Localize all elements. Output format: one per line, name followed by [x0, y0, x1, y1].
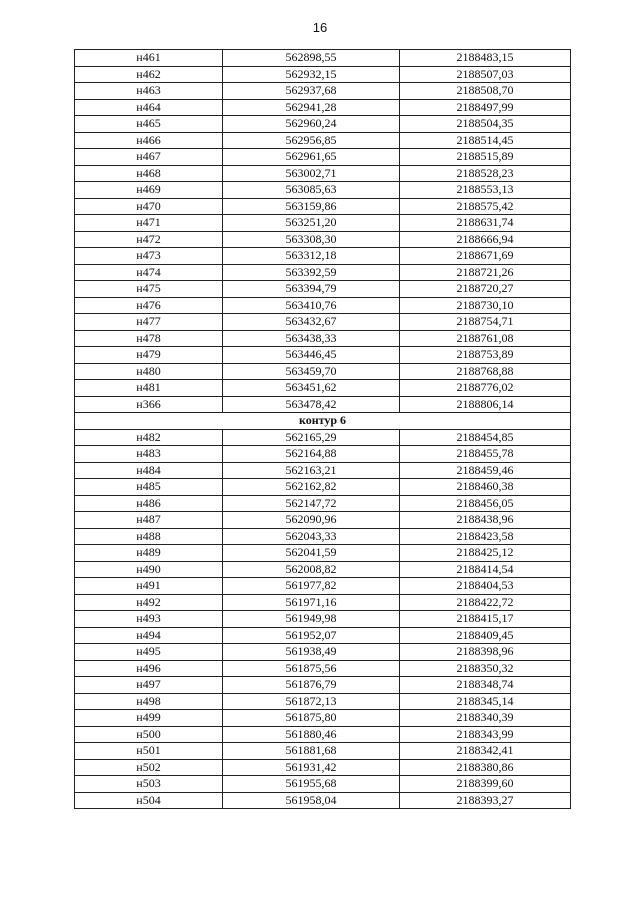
point-id-cell: н487 — [75, 512, 223, 529]
table-row — [75, 578, 571, 595]
point-id-cell: н479 — [75, 347, 223, 364]
point-id-cell: н471 — [75, 215, 223, 232]
x-coordinate-cell: 562164,88 — [223, 446, 400, 463]
x-coordinate-cell: 563410,76 — [223, 297, 400, 314]
y-coordinate-cell: 2188455,78 — [400, 446, 571, 463]
point-id-cell: н464 — [75, 99, 223, 116]
y-coordinate-cell: 2188340,39 — [400, 710, 571, 727]
x-coordinate-cell: 562147,72 — [223, 495, 400, 512]
table-row — [75, 528, 571, 545]
x-coordinate-cell: 563459,70 — [223, 363, 400, 380]
y-coordinate-cell: 2188414,54 — [400, 561, 571, 578]
point-id-cell: н484 — [75, 462, 223, 479]
point-id-cell: н476 — [75, 297, 223, 314]
y-coordinate-cell: 2188514,45 — [400, 132, 571, 149]
coordinates-table — [74, 49, 571, 809]
x-coordinate-cell: 563251,20 — [223, 215, 400, 232]
table-row — [75, 594, 571, 611]
x-coordinate-cell: 563446,45 — [223, 347, 400, 364]
y-coordinate-cell: 2188776,02 — [400, 380, 571, 397]
point-id-cell: н496 — [75, 660, 223, 677]
point-id-cell: н489 — [75, 545, 223, 562]
table-row — [75, 693, 571, 710]
table-row — [75, 611, 571, 628]
point-id-cell: н482 — [75, 429, 223, 446]
section-header-row — [75, 413, 571, 430]
point-id-cell: н492 — [75, 594, 223, 611]
x-coordinate-cell: 562008,82 — [223, 561, 400, 578]
y-coordinate-cell: 2188438,96 — [400, 512, 571, 529]
page-number: 16 — [312, 20, 328, 35]
table-row — [75, 132, 571, 149]
x-coordinate-cell: 562898,55 — [223, 50, 400, 67]
table-row — [75, 792, 571, 809]
point-id-cell: н500 — [75, 726, 223, 743]
point-id-cell: н499 — [75, 710, 223, 727]
y-coordinate-cell: 2188348,74 — [400, 677, 571, 694]
point-id-cell: н468 — [75, 165, 223, 182]
y-coordinate-cell: 2188730,10 — [400, 297, 571, 314]
table-row — [75, 50, 571, 67]
x-coordinate-cell: 562956,85 — [223, 132, 400, 149]
point-id-cell: н490 — [75, 561, 223, 578]
point-id-cell: н474 — [75, 264, 223, 281]
y-coordinate-cell: 2188575,42 — [400, 198, 571, 215]
table-row — [75, 627, 571, 644]
point-id-cell: н485 — [75, 479, 223, 496]
x-coordinate-cell: 562960,24 — [223, 116, 400, 133]
table-row — [75, 363, 571, 380]
point-id-cell: н477 — [75, 314, 223, 331]
x-coordinate-cell: 562041,59 — [223, 545, 400, 562]
y-coordinate-cell: 2188553,13 — [400, 182, 571, 199]
y-coordinate-cell: 2188761,08 — [400, 330, 571, 347]
x-coordinate-cell: 563002,71 — [223, 165, 400, 182]
point-id-cell: н488 — [75, 528, 223, 545]
table-row — [75, 429, 571, 446]
y-coordinate-cell: 2188350,32 — [400, 660, 571, 677]
y-coordinate-cell: 2188768,88 — [400, 363, 571, 380]
x-coordinate-cell: 563392,59 — [223, 264, 400, 281]
point-id-cell: н473 — [75, 248, 223, 265]
x-coordinate-cell: 561977,82 — [223, 578, 400, 595]
x-coordinate-cell: 563308,30 — [223, 231, 400, 248]
point-id-cell: н480 — [75, 363, 223, 380]
x-coordinate-cell: 561875,80 — [223, 710, 400, 727]
table-row — [75, 215, 571, 232]
x-coordinate-cell: 562961,65 — [223, 149, 400, 166]
table-row — [75, 396, 571, 413]
x-coordinate-cell: 561955,68 — [223, 776, 400, 793]
point-id-cell: н503 — [75, 776, 223, 793]
coordinates-table-body-before — [75, 50, 571, 413]
y-coordinate-cell: 2188753,89 — [400, 347, 571, 364]
coordinates-table-body-after — [75, 429, 571, 809]
table-row — [75, 297, 571, 314]
x-coordinate-cell: 561971,16 — [223, 594, 400, 611]
x-coordinate-cell: 563312,18 — [223, 248, 400, 265]
table-row — [75, 726, 571, 743]
x-coordinate-cell: 563085,63 — [223, 182, 400, 199]
point-id-cell: н494 — [75, 627, 223, 644]
point-id-cell: н472 — [75, 231, 223, 248]
point-id-cell: н502 — [75, 759, 223, 776]
table-row — [75, 545, 571, 562]
x-coordinate-cell: 561872,13 — [223, 693, 400, 710]
table-row — [75, 462, 571, 479]
table-row — [75, 677, 571, 694]
point-id-cell: н483 — [75, 446, 223, 463]
x-coordinate-cell: 563394,79 — [223, 281, 400, 298]
x-coordinate-cell: 562932,15 — [223, 66, 400, 83]
table-row — [75, 116, 571, 133]
point-id-cell: н465 — [75, 116, 223, 133]
table-row — [75, 281, 571, 298]
x-coordinate-cell: 562165,29 — [223, 429, 400, 446]
x-coordinate-cell: 563478,42 — [223, 396, 400, 413]
y-coordinate-cell: 2188423,58 — [400, 528, 571, 545]
y-coordinate-cell: 2188343,99 — [400, 726, 571, 743]
y-coordinate-cell: 2188456,05 — [400, 495, 571, 512]
y-coordinate-cell: 2188399,60 — [400, 776, 571, 793]
x-coordinate-cell: 562941,28 — [223, 99, 400, 116]
table-row — [75, 182, 571, 199]
point-id-cell: н366 — [75, 396, 223, 413]
table-row — [75, 446, 571, 463]
y-coordinate-cell: 2188398,96 — [400, 644, 571, 661]
table-row — [75, 380, 571, 397]
x-coordinate-cell: 561952,07 — [223, 627, 400, 644]
y-coordinate-cell: 2188671,69 — [400, 248, 571, 265]
y-coordinate-cell: 2188404,53 — [400, 578, 571, 595]
y-coordinate-cell: 2188507,03 — [400, 66, 571, 83]
y-coordinate-cell: 2188806,14 — [400, 396, 571, 413]
x-coordinate-cell: 563438,33 — [223, 330, 400, 347]
y-coordinate-cell: 2188345,14 — [400, 693, 571, 710]
point-id-cell: н478 — [75, 330, 223, 347]
y-coordinate-cell: 2188508,70 — [400, 83, 571, 100]
y-coordinate-cell: 2188415,17 — [400, 611, 571, 628]
table-row — [75, 347, 571, 364]
x-coordinate-cell: 561881,68 — [223, 743, 400, 760]
y-coordinate-cell: 2188497,99 — [400, 99, 571, 116]
y-coordinate-cell: 2188504,35 — [400, 116, 571, 133]
point-id-cell: н475 — [75, 281, 223, 298]
x-coordinate-cell: 561876,79 — [223, 677, 400, 694]
table-row — [75, 99, 571, 116]
y-coordinate-cell: 2188409,45 — [400, 627, 571, 644]
table-row — [75, 264, 571, 281]
table-row — [75, 314, 571, 331]
y-coordinate-cell: 2188721,26 — [400, 264, 571, 281]
point-id-cell: н497 — [75, 677, 223, 694]
table-row — [75, 512, 571, 529]
point-id-cell: н466 — [75, 132, 223, 149]
y-coordinate-cell: 2188483,15 — [400, 50, 571, 67]
table-row — [75, 710, 571, 727]
y-coordinate-cell: 2188342,41 — [400, 743, 571, 760]
y-coordinate-cell: 2188460,38 — [400, 479, 571, 496]
x-coordinate-cell: 562043,33 — [223, 528, 400, 545]
section-title: контур 6 — [75, 413, 571, 430]
point-id-cell: н470 — [75, 198, 223, 215]
table-row — [75, 776, 571, 793]
x-coordinate-cell: 562937,68 — [223, 83, 400, 100]
y-coordinate-cell: 2188422,72 — [400, 594, 571, 611]
y-coordinate-cell: 2188528,23 — [400, 165, 571, 182]
point-id-cell: н495 — [75, 644, 223, 661]
table-row — [75, 66, 571, 83]
table-row — [75, 759, 571, 776]
table-row — [75, 149, 571, 166]
x-coordinate-cell: 563451,62 — [223, 380, 400, 397]
x-coordinate-cell: 561931,42 — [223, 759, 400, 776]
y-coordinate-cell: 2188754,71 — [400, 314, 571, 331]
x-coordinate-cell: 561938,49 — [223, 644, 400, 661]
x-coordinate-cell: 561958,04 — [223, 792, 400, 809]
y-coordinate-cell: 2188380,86 — [400, 759, 571, 776]
x-coordinate-cell: 562090,96 — [223, 512, 400, 529]
table-row — [75, 495, 571, 512]
point-id-cell: н469 — [75, 182, 223, 199]
x-coordinate-cell: 563432,67 — [223, 314, 400, 331]
table-row — [75, 198, 571, 215]
point-id-cell: н493 — [75, 611, 223, 628]
table-row — [75, 248, 571, 265]
y-coordinate-cell: 2188631,74 — [400, 215, 571, 232]
y-coordinate-cell: 2188720,27 — [400, 281, 571, 298]
point-id-cell: н491 — [75, 578, 223, 595]
y-coordinate-cell: 2188393,27 — [400, 792, 571, 809]
table-row — [75, 660, 571, 677]
table-row — [75, 83, 571, 100]
y-coordinate-cell: 2188454,85 — [400, 429, 571, 446]
table-row — [75, 743, 571, 760]
point-id-cell: н467 — [75, 149, 223, 166]
x-coordinate-cell: 563159,86 — [223, 198, 400, 215]
point-id-cell: н463 — [75, 83, 223, 100]
x-coordinate-cell: 562162,82 — [223, 479, 400, 496]
table-row — [75, 561, 571, 578]
x-coordinate-cell: 561949,98 — [223, 611, 400, 628]
x-coordinate-cell: 561880,46 — [223, 726, 400, 743]
table-row — [75, 165, 571, 182]
point-id-cell: н481 — [75, 380, 223, 397]
point-id-cell: н461 — [75, 50, 223, 67]
point-id-cell: н462 — [75, 66, 223, 83]
table-row — [75, 330, 571, 347]
section-header-group — [75, 413, 571, 430]
point-id-cell: н486 — [75, 495, 223, 512]
y-coordinate-cell: 2188459,46 — [400, 462, 571, 479]
table-row — [75, 231, 571, 248]
y-coordinate-cell: 2188515,89 — [400, 149, 571, 166]
table-row — [75, 479, 571, 496]
point-id-cell: н498 — [75, 693, 223, 710]
table-row — [75, 644, 571, 661]
x-coordinate-cell: 562163,21 — [223, 462, 400, 479]
x-coordinate-cell: 561875,56 — [223, 660, 400, 677]
y-coordinate-cell: 2188666,94 — [400, 231, 571, 248]
y-coordinate-cell: 2188425,12 — [400, 545, 571, 562]
point-id-cell: н501 — [75, 743, 223, 760]
point-id-cell: н504 — [75, 792, 223, 809]
